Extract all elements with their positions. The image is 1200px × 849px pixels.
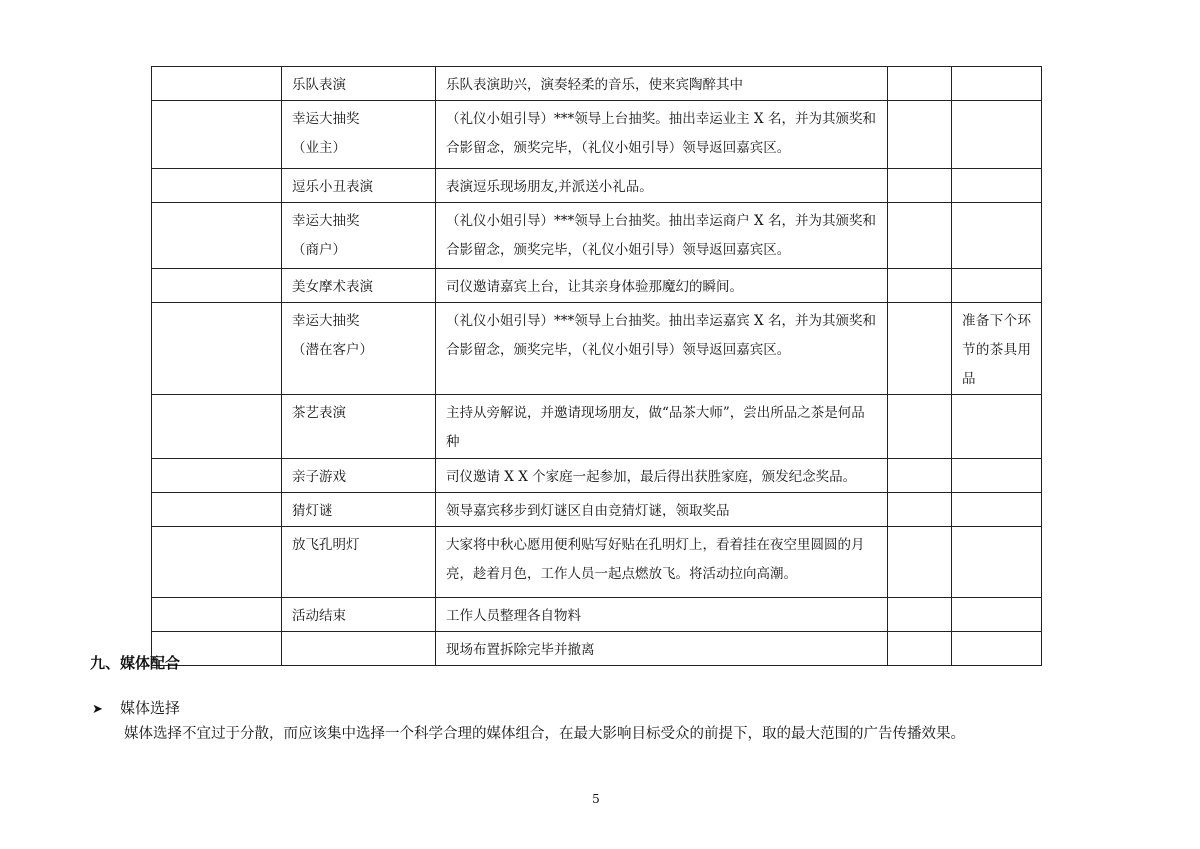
content-cell: 大家将中秋心愿用便利贴写好贴在孔明灯上，看着挂在夜空里圆圆的月亮，趁着月色，工作人员一起点燃放飞。将活动拉向高潮。: [436, 527, 888, 598]
empty-cell: [888, 632, 952, 666]
note-cell: 准备下个环节的茶具用品: [952, 303, 1042, 395]
note-cell: [952, 527, 1042, 598]
note-cell: [952, 395, 1042, 459]
content-cell: 领导嘉宾移步到灯谜区自由竞猜灯谜，领取奖品: [436, 493, 888, 527]
table-row: [152, 527, 1042, 598]
note-cell: [952, 203, 1042, 269]
empty-cell: [888, 169, 952, 203]
content-cell: （礼仪小姐引导）***领导上台抽奖。抽出幸运业主 X 名，并为其颁奖和合影留念，颁奖完毕，（礼仪小姐引导）领导返回嘉宾区。: [436, 101, 888, 169]
empty-cell: [888, 395, 952, 459]
empty-cell: [152, 527, 282, 598]
schedule-table: [151, 66, 1042, 666]
empty-cell: [152, 459, 282, 493]
table-row: [152, 459, 1042, 493]
table-row: [152, 169, 1042, 203]
content-cell: （礼仪小姐引导）***领导上台抽奖。抽出幸运嘉宾 X 名，并为其颁奖和合影留念，颁奖完毕，（礼仪小姐引导）领导返回嘉宾区。: [436, 303, 888, 395]
empty-cell: [888, 598, 952, 632]
empty-cell: [888, 303, 952, 395]
item-cell: 活动结束: [282, 598, 436, 632]
note-cell: [952, 598, 1042, 632]
item-cell: 放飞孔明灯: [282, 527, 436, 598]
item-cell: 乐队表演: [282, 67, 436, 101]
table-row: [152, 598, 1042, 632]
content-cell: 司仪邀请嘉宾上台，让其亲身体验那魔幻的瞬间。: [436, 269, 888, 303]
content-cell: （礼仪小姐引导）***领导上台抽奖。抽出幸运商户 X 名，并为其颁奖和合影留念，颁奖完毕，（礼仪小姐引导）领导返回嘉宾区。: [436, 203, 888, 269]
item-cell: 亲子游戏: [282, 459, 436, 493]
empty-cell: [152, 303, 282, 395]
table-row: [152, 632, 1042, 666]
content-cell: 乐队表演助兴，演奏轻柔的音乐，使来宾陶醉其中: [436, 67, 888, 101]
note-cell: [952, 101, 1042, 169]
empty-cell: [888, 493, 952, 527]
arrow-bullet-icon: ➤: [92, 702, 103, 717]
empty-cell: [152, 169, 282, 203]
empty-cell: [888, 269, 952, 303]
item-cell: [282, 632, 436, 666]
empty-cell: [152, 203, 282, 269]
bullet-label: 媒体选择: [120, 699, 181, 717]
note-cell: [952, 169, 1042, 203]
content-cell: 司仪邀请 X X 个家庭一起参加，最后得出获胜家庭，颁发纪念奖品。: [436, 459, 888, 493]
item-cell: 美女摩术表演: [282, 269, 436, 303]
empty-cell: [888, 527, 952, 598]
empty-cell: [888, 203, 952, 269]
empty-cell: [152, 67, 282, 101]
content-cell: 工作人员整理各自物料: [436, 598, 888, 632]
empty-cell: [152, 598, 282, 632]
table-row: [152, 67, 1042, 101]
item-cell: 幸运大抽奖 （商户）: [282, 203, 436, 269]
note-cell: [952, 493, 1042, 527]
note-cell: [952, 632, 1042, 666]
item-cell: 猜灯谜: [282, 493, 436, 527]
table-row: [152, 395, 1042, 459]
empty-cell: [888, 101, 952, 169]
empty-cell: [152, 395, 282, 459]
empty-cell: [152, 493, 282, 527]
section-heading: 九、媒体配合: [90, 654, 181, 672]
section-paragraph: 媒体选择不宜过于分散，而应该集中选择一个科学合理的媒体组合，在最大影响目标受众的前提下，取的最大范围的广告传播效果。: [124, 726, 965, 742]
table-row: [152, 303, 1042, 395]
table-row: [152, 203, 1042, 269]
table-row: [152, 493, 1042, 527]
item-cell: 茶艺表演: [282, 395, 436, 459]
item-cell: 幸运大抽奖 （潜在客户）: [282, 303, 436, 395]
note-cell: [952, 269, 1042, 303]
table-row: [152, 101, 1042, 169]
content-cell: 现场布置拆除完毕并撤离: [436, 632, 888, 666]
item-cell: 逗乐小丑表演: [282, 169, 436, 203]
empty-cell: [152, 101, 282, 169]
content-cell: 主持从旁解说，并邀请现场朋友，做“品茶大师”，尝出所品之茶是何品种: [436, 395, 888, 459]
note-cell: [952, 67, 1042, 101]
item-cell: 幸运大抽奖 （业主）: [282, 101, 436, 169]
note-cell: [952, 459, 1042, 493]
empty-cell: [888, 459, 952, 493]
page-number: 5: [592, 792, 600, 806]
table-row: [152, 269, 1042, 303]
empty-cell: [888, 67, 952, 101]
bullet-item: [92, 697, 180, 718]
empty-cell: [152, 269, 282, 303]
content-cell: 表演逗乐现场朋友,并派送小礼品。: [436, 169, 888, 203]
